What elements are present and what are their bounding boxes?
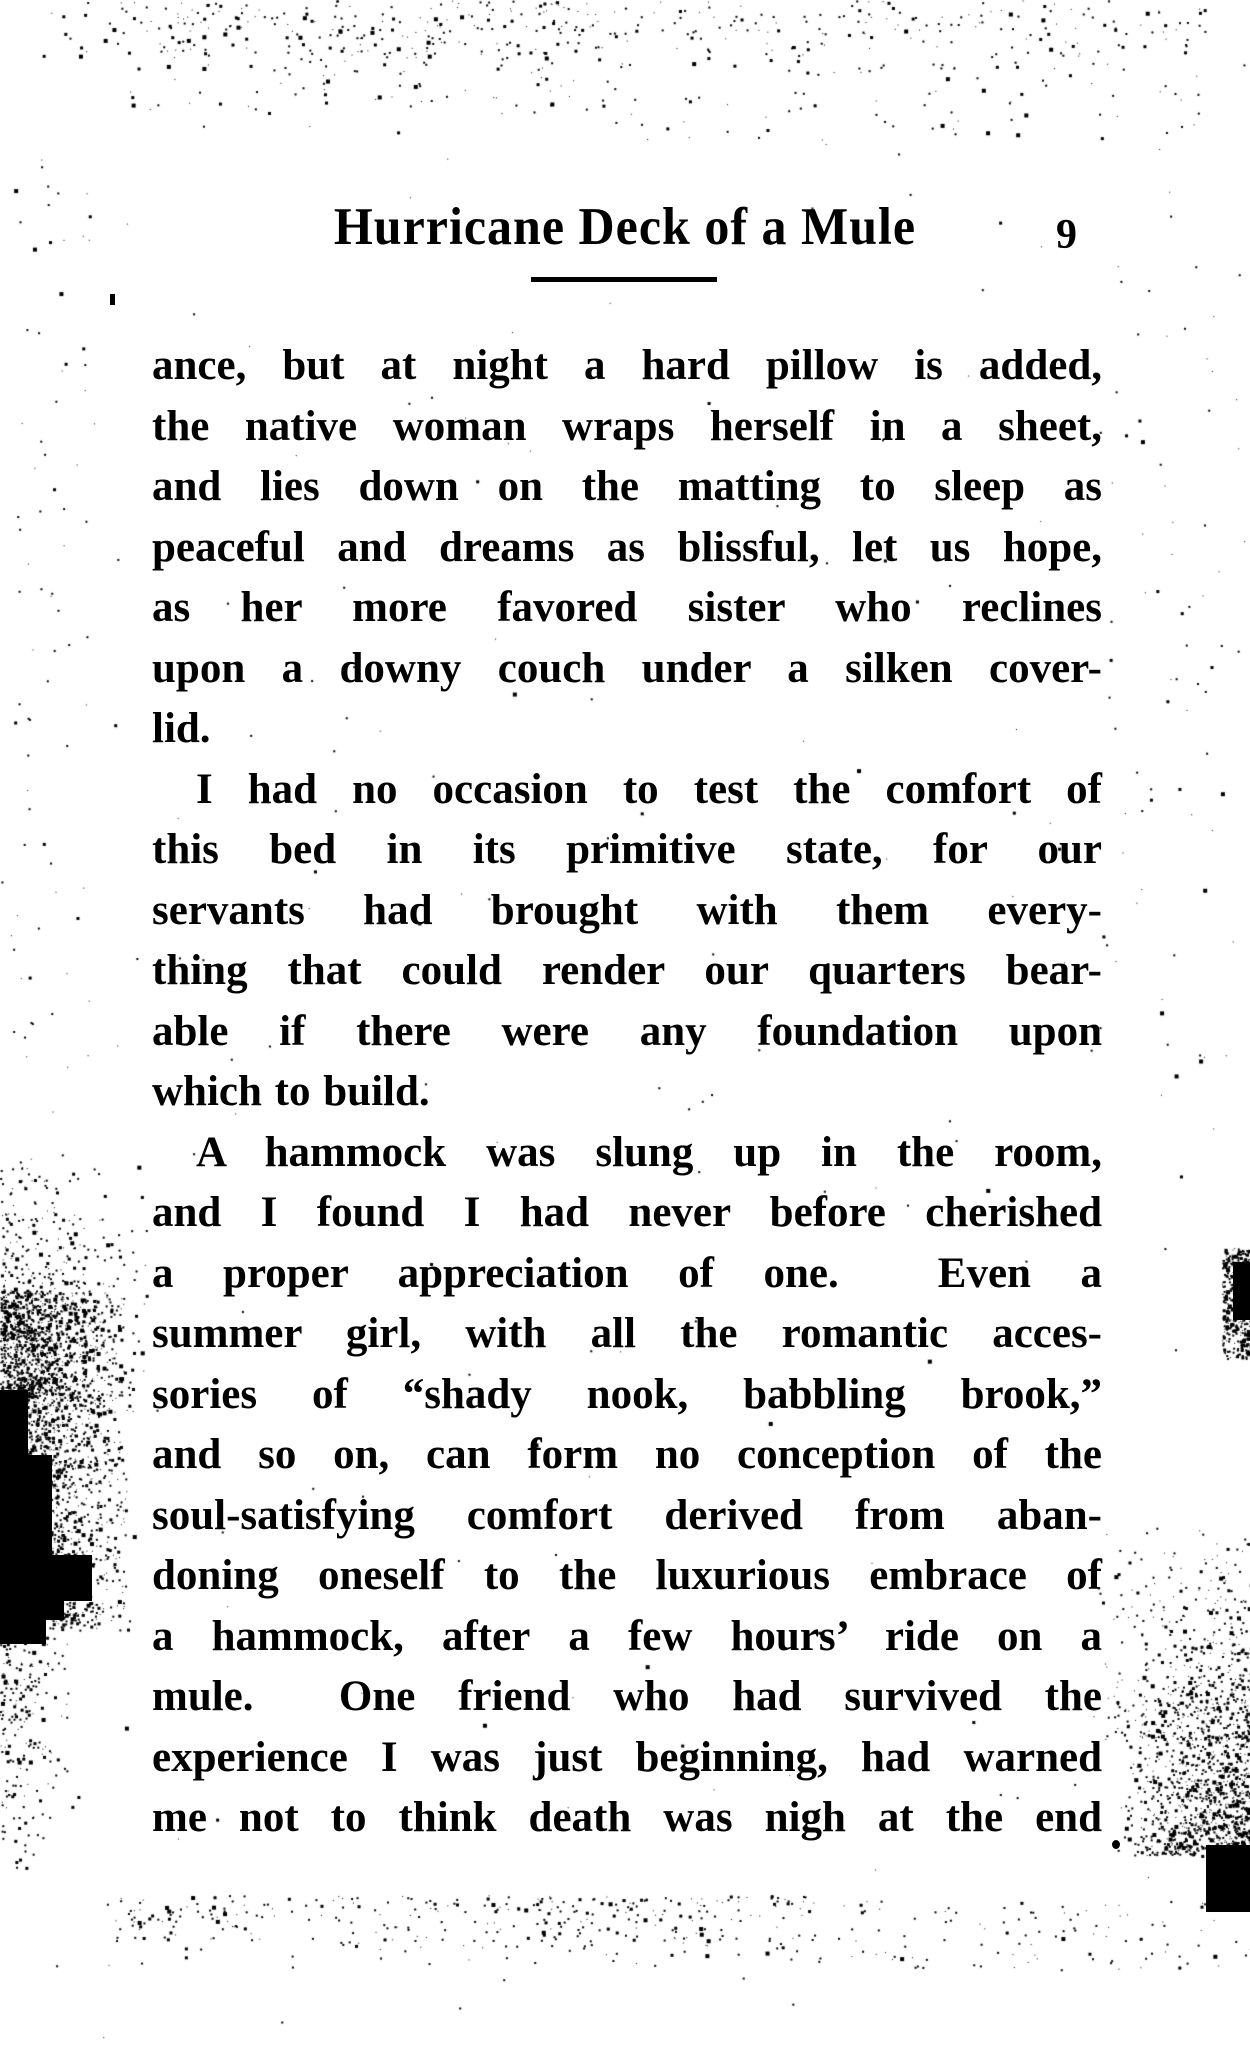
text-line: sories of “shady nook, babbling brook,” [152, 1370, 1102, 1418]
scan-speck [110, 294, 115, 305]
text-line: summer girl, with all the romantic acces- [152, 1310, 1102, 1357]
text-line: A hammock was slung up in the room, [196, 1128, 1102, 1176]
text-line: servants had brought with them every- [152, 886, 1102, 934]
scan-blotch-left [0, 1598, 64, 1620]
text-line: thing that could render our quarters bear- [152, 947, 1102, 994]
text-line: mule. One friend who had survived the [152, 1673, 1102, 1720]
text-line: as her more favored sister who reclines [152, 584, 1102, 631]
text-line: me not to think death was nigh at the end [152, 1794, 1102, 1841]
text-line: and I found I had never before cherished [152, 1189, 1102, 1236]
text-line: experience I was just beginning, had warned [152, 1733, 1102, 1781]
text-line: the native woman wraps herself in a sheet, [152, 402, 1102, 450]
paragraph [152, 336, 1102, 760]
scan-blotch-right-corner [1206, 1845, 1250, 1912]
running-header [0, 196, 1250, 260]
text-line: upon a downy couch under a silken cover- [152, 644, 1102, 692]
header-divider [531, 277, 717, 282]
text-line: this bed in its primitive state, for our [152, 826, 1102, 873]
page-number: 9 [1056, 212, 1077, 258]
text-line: doning oneself to the luxurious embrace of [152, 1552, 1102, 1599]
scan-blotch-left [0, 1618, 46, 1644]
body-text [152, 336, 1102, 1849]
paragraph [152, 1123, 1102, 1849]
text-line: peaceful and dreams as blissful, let us hope, [152, 523, 1102, 571]
text-line: I had no occasion to test the comfort of [196, 765, 1102, 813]
text-line: ance, but at night a hard pillow is added, [152, 342, 1102, 389]
scan-speck [1112, 1840, 1120, 1849]
text-line: and so on, can form no conception of the [152, 1431, 1102, 1478]
text-line: a hammock, after a few hours’ ride on a [152, 1612, 1102, 1660]
text-line: soul-satisfying comfort derived from aban- [152, 1491, 1102, 1539]
paragraph [152, 760, 1102, 1123]
text-line: able if there were any foundation upon [152, 1007, 1102, 1055]
scan-blotch-left [0, 1555, 92, 1601]
text-line: and lies down on the matting to sleep as [152, 463, 1102, 510]
text-line: a proper appreciation of one. Even a [152, 1249, 1102, 1297]
text-line: which to build. [152, 1068, 430, 1115]
running-header-title: Hurricane Deck of a Mule [333, 196, 917, 256]
text-line: lid. [152, 705, 211, 752]
scan-blotch-right-edge [1233, 1262, 1250, 1320]
